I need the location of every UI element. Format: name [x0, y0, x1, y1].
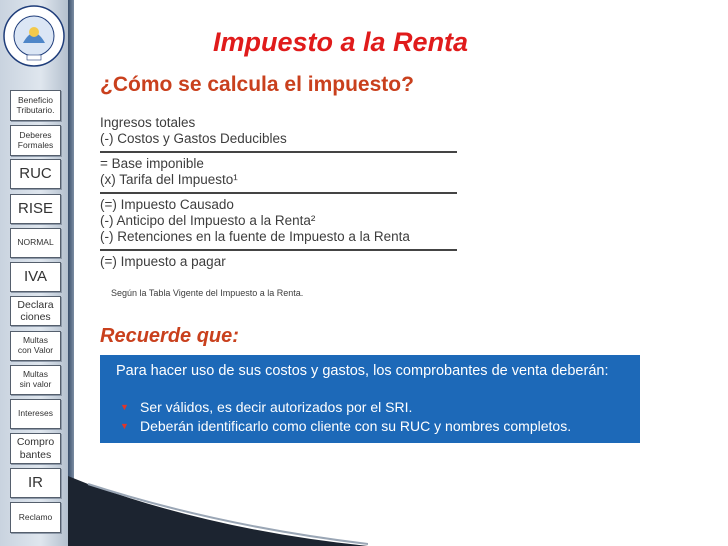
- nav-label: Formales: [17, 139, 54, 150]
- divider: [100, 151, 457, 153]
- nav-label: RISE: [17, 200, 53, 218]
- divider: [100, 249, 457, 251]
- nav-label: Deberes: [19, 129, 52, 140]
- nav-label: bantes: [19, 448, 52, 461]
- decorative-swoosh: [68, 476, 368, 546]
- nav-label: Multas: [22, 369, 49, 380]
- slide-title: Impuesto a la Renta: [213, 27, 469, 57]
- nav-label: Compro: [16, 436, 55, 449]
- triangle-bullet-icon: ▼: [120, 402, 129, 412]
- nav-label: IVA: [23, 268, 48, 286]
- remember-heading: Recuerde que:: [100, 325, 239, 347]
- nav-label: ciones: [20, 311, 51, 323]
- nav-label: Reclamo: [18, 511, 53, 522]
- university-seal-icon: [3, 5, 65, 67]
- calc-line-impuesto-causado: (=) Impuesto Causado: [100, 197, 234, 212]
- requirements-intro: Para hacer uso de sus costos y gastos, los comprobantes de venta deberán:: [116, 363, 609, 379]
- nav-label: Declara: [17, 298, 54, 311]
- nav-label: NORMAL: [17, 237, 54, 248]
- triangle-bullet-icon: ▼: [120, 421, 129, 431]
- calc-line-retenciones: (-) Retenciones en la fuente de Impuesto a la Renta: [100, 229, 410, 244]
- nav-label: RUC: [19, 165, 52, 183]
- nav-label: Beneficio: [18, 94, 53, 105]
- nav-normal-button[interactable]: [10, 228, 61, 258]
- nav-label: con Valor: [17, 345, 54, 355]
- nav-ir-button[interactable]: [10, 468, 61, 498]
- nav-declaraciones-button[interactable]: [10, 296, 61, 326]
- nav-label: Tributario.: [16, 104, 55, 115]
- nav-label: IR: [28, 474, 43, 492]
- nav-multas-con-valor-button[interactable]: [10, 331, 61, 361]
- nav-label: Intereses: [18, 408, 53, 419]
- nav-label: Multas: [22, 335, 49, 346]
- requirement-item: Deberán identificarlo como cliente con su RUC y nombres completos.: [140, 418, 572, 434]
- calc-line-anticipo: (-) Anticipo del Impuesto a la Renta²: [100, 213, 316, 228]
- calc-heading: ¿Cómo se calcula el impuesto?: [100, 73, 414, 96]
- divider: [100, 192, 457, 194]
- nav-ruc-button[interactable]: [10, 159, 61, 189]
- sidebar-edge: [68, 0, 74, 546]
- nav-intereses-button[interactable]: [10, 399, 61, 429]
- nav-reclamo-button[interactable]: [10, 502, 61, 533]
- calc-line-ingresos: Ingresos totales: [100, 115, 196, 130]
- nav-comprobantes-button[interactable]: [10, 433, 61, 464]
- sidebar-nav: [0, 0, 70, 546]
- requirements-box: [100, 355, 640, 443]
- requirement-item: Ser válidos, es decir autorizados por el SRI.: [140, 399, 413, 415]
- calc-line-base-imponible: = Base imponible: [100, 156, 204, 171]
- nav-deberes-formales-button[interactable]: [10, 125, 61, 156]
- nav-beneficio-tributario-button[interactable]: [10, 90, 61, 121]
- nav-rise-button[interactable]: [10, 194, 61, 224]
- calc-line-costos: (-) Costos y Gastos Deducibles: [100, 131, 287, 146]
- nav-iva-button[interactable]: [10, 262, 61, 292]
- nav-multas-sin-valor-button[interactable]: [10, 365, 61, 395]
- nav-label: sin valor: [19, 379, 52, 389]
- calc-line-tarifa: (x) Tarifa del Impuesto¹: [100, 172, 238, 187]
- calc-line-impuesto-pagar: (=) Impuesto a pagar: [100, 254, 226, 269]
- footnote: Según la Tabla Vigente del Impuesto a la Renta.: [111, 288, 304, 298]
